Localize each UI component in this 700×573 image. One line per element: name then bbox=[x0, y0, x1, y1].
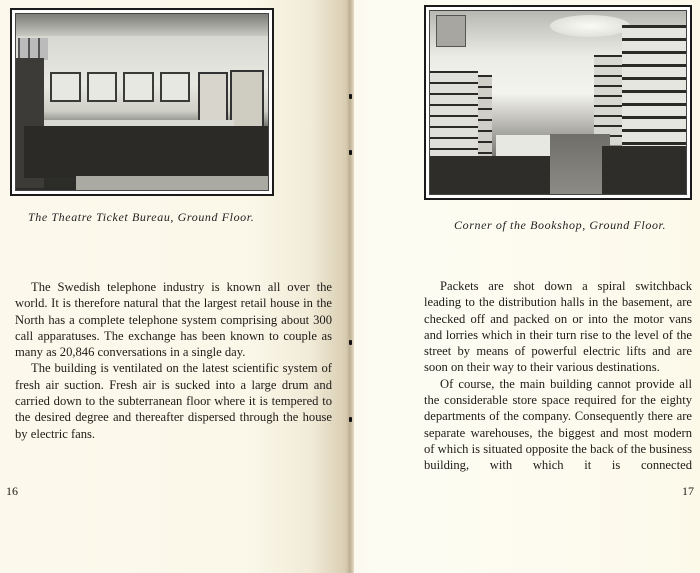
binding-thread bbox=[349, 340, 352, 345]
page-number: 17 bbox=[682, 484, 694, 498]
paragraph: The Swedish telephone industry is known all over the world. It is therefore natural that the largest retail house in the North has a complete telephone system comprising about 300 call apparatuses. The exchange has been known to couple as many as 20,846 conversations in a single day. bbox=[15, 280, 332, 360]
binding-thread bbox=[349, 150, 352, 155]
book-gutter bbox=[346, 0, 354, 573]
binding-thread bbox=[349, 94, 352, 99]
page-number: 16 bbox=[6, 484, 18, 498]
body-text bbox=[15, 279, 332, 442]
body-text bbox=[424, 278, 692, 474]
paragraph: The building is ventilated on the latest scientific system of fresh air suction. Fresh air is sucked into a large drum and carried down to the subterranean floor where it is tempered to the desired degree and thereafter dispersed through the house by electric fans. bbox=[15, 361, 332, 441]
theatre-ticket-bureau-photo bbox=[10, 8, 274, 196]
binding-thread bbox=[349, 417, 352, 422]
photo-caption: Corner of the Bookshop, Ground Floor. bbox=[454, 218, 667, 232]
bookshop-photo bbox=[424, 5, 692, 200]
paragraph: Of course, the main building cannot provide all the considerable store space required for the eighty departments of the company. Consequently there are separate warehouses, the biggest and most modern of which is situated opposite the back of the business building, with which it is connected bbox=[424, 376, 692, 473]
paragraph: Packets are shot down a spiral switchback leading to the distribution halls in the basement, are checked off and packed on or into the motor vans and lorries which in their turn rise to the level of the street by means of powerful electric lifts and are soon on their way to their various destinations. bbox=[424, 279, 692, 375]
photo-caption: The Theatre Ticket Bureau, Ground Floor. bbox=[28, 210, 255, 224]
